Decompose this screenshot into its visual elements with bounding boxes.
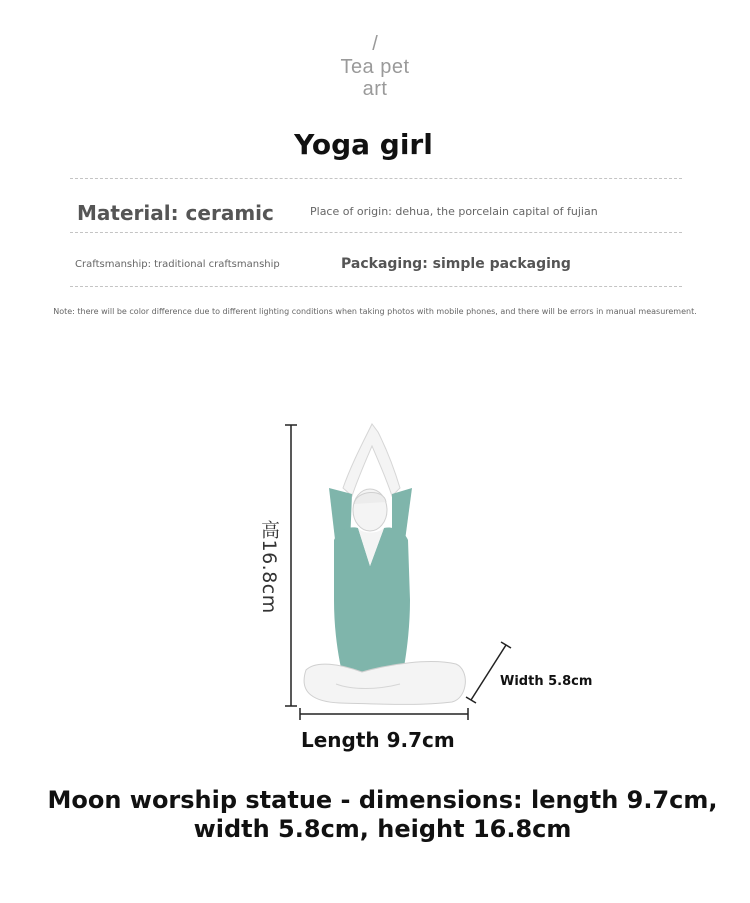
brand-logo [0, 34, 750, 100]
brand-line-1: Tea pet [340, 56, 410, 78]
brand-slash: / [372, 33, 378, 55]
length-label: Length 9.7cm [301, 728, 455, 752]
product-title: Yoga girl [294, 128, 433, 161]
width-dimension-line [466, 642, 511, 703]
divider [70, 232, 682, 233]
yoga-statue-illustration [250, 415, 530, 755]
divider [70, 178, 682, 179]
spec-origin: Place of origin: dehua, the porcelain capital of fujian [310, 205, 598, 218]
brand-line-2: art [362, 78, 388, 100]
width-label: Width 5.8cm [500, 674, 593, 689]
disclaimer-note: Note: there will be color difference due to different lighting conditions when taking photos with mobile phones, and there will be errors in manual measurement. [53, 307, 697, 316]
statue-legs [304, 662, 465, 705]
caption-line-2: width 5.8cm, height 16.8cm [193, 815, 572, 843]
height-label: 高16.8cm [258, 520, 280, 614]
length-dimension-line [300, 708, 468, 720]
divider [70, 286, 682, 287]
dimensions-caption [20, 786, 745, 844]
caption-line-1: Moon worship statue - dimensions: length 9.7cm, [47, 786, 718, 814]
spec-material: Material: ceramic [77, 201, 274, 225]
statue-arms [343, 424, 400, 496]
spec-craftsmanship: Craftsmanship: traditional craftsmanship [75, 259, 280, 270]
height-dimension-line [285, 425, 297, 706]
spec-packaging: Packaging: simple packaging [341, 256, 571, 272]
